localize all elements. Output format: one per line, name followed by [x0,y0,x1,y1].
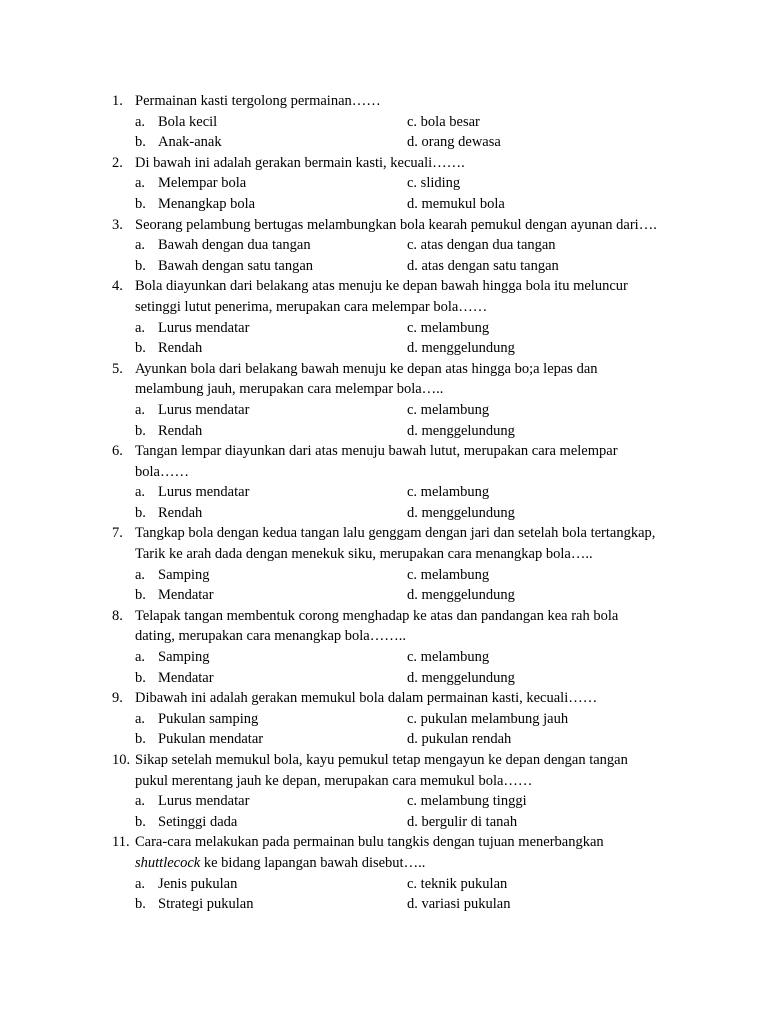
option-row [112,709,732,730]
option-letter: a. [135,566,146,583]
option-left [135,194,255,215]
question-1 [112,91,732,153]
option-row [112,585,732,606]
option-letter: b. [135,813,146,830]
question-number: 7. [112,525,123,542]
option-letter: b. [135,504,146,521]
question-line [112,153,732,174]
question-line [112,276,732,297]
option-right: c. teknik pukulan [407,875,508,892]
option-row [112,194,732,215]
option-row [112,874,732,895]
option-right: d. menggelundung [407,669,515,686]
option-right: d. menggelundung [407,587,515,604]
option-row [112,565,732,586]
option-text: Jenis pukulan [158,875,238,892]
option-text: Bawah dengan satu tangan [158,257,314,274]
question-text: Di bawah ini adalah gerakan bermain kasti, kecuali……. [135,154,465,171]
option-row [112,503,732,524]
option-letter: a. [135,875,146,892]
option-letter: a. [135,401,146,418]
question-5 [112,359,732,441]
option-letter: b. [135,134,146,151]
question-line [112,523,732,544]
option-text: Menangkap bola [158,195,256,212]
option-right: d. orang dewasa [407,134,501,151]
option-left [135,400,249,421]
question-line [112,215,732,236]
question-number: 11. [112,834,130,851]
option-left [135,709,258,730]
option-text: Anak-anak [158,134,222,151]
option-left [135,482,249,503]
option-left [135,565,210,586]
option-row [112,400,732,421]
question-8 [112,606,732,688]
question-text: Tangan lempar diayunkan dari atas menuju bawah lutut, merupakan cara melempar [135,443,618,460]
question-2 [112,153,732,215]
question-7 [112,523,732,605]
option-row [112,894,732,915]
option-right: c. sliding [407,175,461,192]
option-right: c. pukulan melambung jauh [407,710,569,727]
question-text-continued [112,853,732,874]
question-line [112,688,732,709]
question-text: Seorang pelambung bertugas melambungkan bola kearah pemukul dengan ayunan dari…. [135,216,657,233]
option-row [112,318,732,339]
option-right: d. bergulir di tanah [407,813,518,830]
question-text-continued: dating, merupakan cara menangkap bola…….. [135,628,406,645]
option-right: d. pukulan rendah [407,731,512,748]
option-row [112,729,732,750]
option-row [112,112,732,133]
option-right: c. atas dengan dua tangan [407,237,556,254]
option-text: Pukulan samping [158,710,259,727]
question-3 [112,215,732,277]
question-text: Sikap setelah memukul bola, kayu pemukul tetap mengayun ke depan dengan tangan [135,752,628,768]
option-left [135,173,246,194]
option-left [135,338,202,359]
option-letter: b. [135,587,146,604]
question-text: ke bidang lapangan bawah disebut….. [200,854,426,871]
question-text: Dibawah ini adalah gerakan memukul bola dalam permainan kasti, kecuali…… [135,690,598,707]
question-9 [112,688,732,750]
question-text: Tangkap bola dengan kedua tangan lalu genggam dengan jari dan setelah bola tertangkap, [135,525,656,542]
question-number: 5. [112,360,123,377]
question-text: Telapak tangan membentuk corong menghadap ke atas dan pandangan kea rah bola [135,607,619,624]
option-text: Melempar bola [158,175,247,192]
question-number: 3. [112,216,123,233]
option-letter: a. [135,710,146,727]
option-left [135,668,214,689]
question-line [112,750,732,771]
option-right: d. atas dengan satu tangan [407,257,559,274]
option-text: Setinggi dada [158,813,238,830]
option-letter: b. [135,257,146,274]
option-right: d. menggelundung [407,504,515,521]
question-list [112,91,732,915]
question-number: 4. [112,278,123,295]
option-row [112,235,732,256]
option-right: c. melambung [407,649,490,666]
question-text-continued: melambung jauh, merupakan cara melempar bola….. [135,381,444,398]
option-letter: b. [135,731,146,748]
question-number: 6. [112,443,123,460]
option-right: d. menggelundung [407,340,515,357]
option-right: d. menggelundung [407,422,515,439]
option-row [112,791,732,812]
option-letter: a. [135,793,146,810]
question-text: Permainan kasti tergolong permainan…… [135,93,381,109]
option-letter: b. [135,669,146,686]
option-text: Strategi pukulan [158,896,254,913]
question-line [112,832,732,853]
option-left [135,235,311,256]
option-left [135,318,249,339]
option-letter: b. [135,195,146,212]
option-text: Rendah [158,504,203,521]
option-letter: a. [135,649,146,666]
option-text: Lurus mendatar [158,401,250,418]
option-text: Bola kecil [158,113,218,130]
option-left [135,647,210,668]
option-text: Samping [158,649,210,666]
question-text: Bola diayunkan dari belakang atas menuju ke depan bawah hingga bola itu meluncur [135,278,628,295]
option-row [112,132,732,153]
option-row [112,482,732,503]
option-right: c. melambung [407,484,490,501]
option-left [135,421,202,442]
option-text: Lurus mendatar [158,319,250,336]
option-right: d. memukul bola [407,195,505,212]
option-left [135,729,263,750]
option-text: Rendah [158,340,203,357]
option-right: c. melambung [407,566,490,583]
option-row [112,812,732,833]
option-text: Lurus mendatar [158,793,250,810]
question-text-continued: pukul merentang jauh ke depan, merupakan cara memukul bola…… [135,772,533,789]
option-right: c. melambung [407,401,490,418]
option-row [112,647,732,668]
option-row [112,173,732,194]
option-left [135,132,222,153]
question-text: Cara-cara melakukan pada permainan bulu tangkis dengan tujuan menerbangkan [135,834,604,851]
question-number: 10. [112,752,131,768]
option-text: Pukulan mendatar [158,731,264,748]
question-text-continued: setinggi lutut penerima, merupakan cara melempar bola…… [135,298,488,315]
option-letter: a. [135,113,146,130]
option-letter: b. [135,422,146,439]
option-row [112,256,732,277]
question-text-continued: Tarik ke arah dada dengan menekuk siku, merupakan cara menangkap bola….. [135,546,593,563]
option-left [135,874,237,895]
option-text: Samping [158,566,210,583]
question-text-continued: bola…… [135,463,189,480]
option-letter: b. [135,340,146,357]
option-letter: a. [135,237,146,254]
option-text: Lurus mendatar [158,484,250,501]
question-text: Ayunkan bola dari belakang bawah menuju ke depan atas hingga bo;a lepas dan [135,360,598,377]
option-letter: a. [135,319,146,336]
option-row [112,338,732,359]
question-11 [112,832,732,914]
option-letter: a. [135,484,146,501]
option-right: c. bola besar [407,113,480,130]
question-number: 2. [112,154,123,171]
option-right: d. variasi pukulan [407,896,511,913]
option-letter: b. [135,896,146,913]
option-left [135,791,249,812]
option-left [135,894,253,915]
question-line [112,606,732,627]
option-text: Rendah [158,422,203,439]
option-left [135,256,313,277]
question-10 [112,750,732,832]
option-text: Mendatar [158,669,214,686]
question-line [112,441,732,462]
option-left [135,503,202,524]
option-text: Bawah dengan dua tangan [158,237,311,254]
question-line [112,359,732,380]
option-right: c. melambung [407,319,490,336]
option-left [135,812,237,833]
question-line [112,91,732,112]
option-letter: a. [135,175,146,192]
option-left [135,112,217,133]
option-right: c. melambung tinggi [407,793,527,810]
option-row [112,668,732,689]
question-6 [112,441,732,523]
question-4 [112,276,732,358]
question-number: 1. [112,93,123,109]
question-number: 9. [112,690,123,707]
italic-term: shuttlecock [135,854,201,871]
option-left [135,585,214,606]
option-row [112,421,732,442]
question-number: 8. [112,607,123,624]
option-text: Mendatar [158,587,214,604]
